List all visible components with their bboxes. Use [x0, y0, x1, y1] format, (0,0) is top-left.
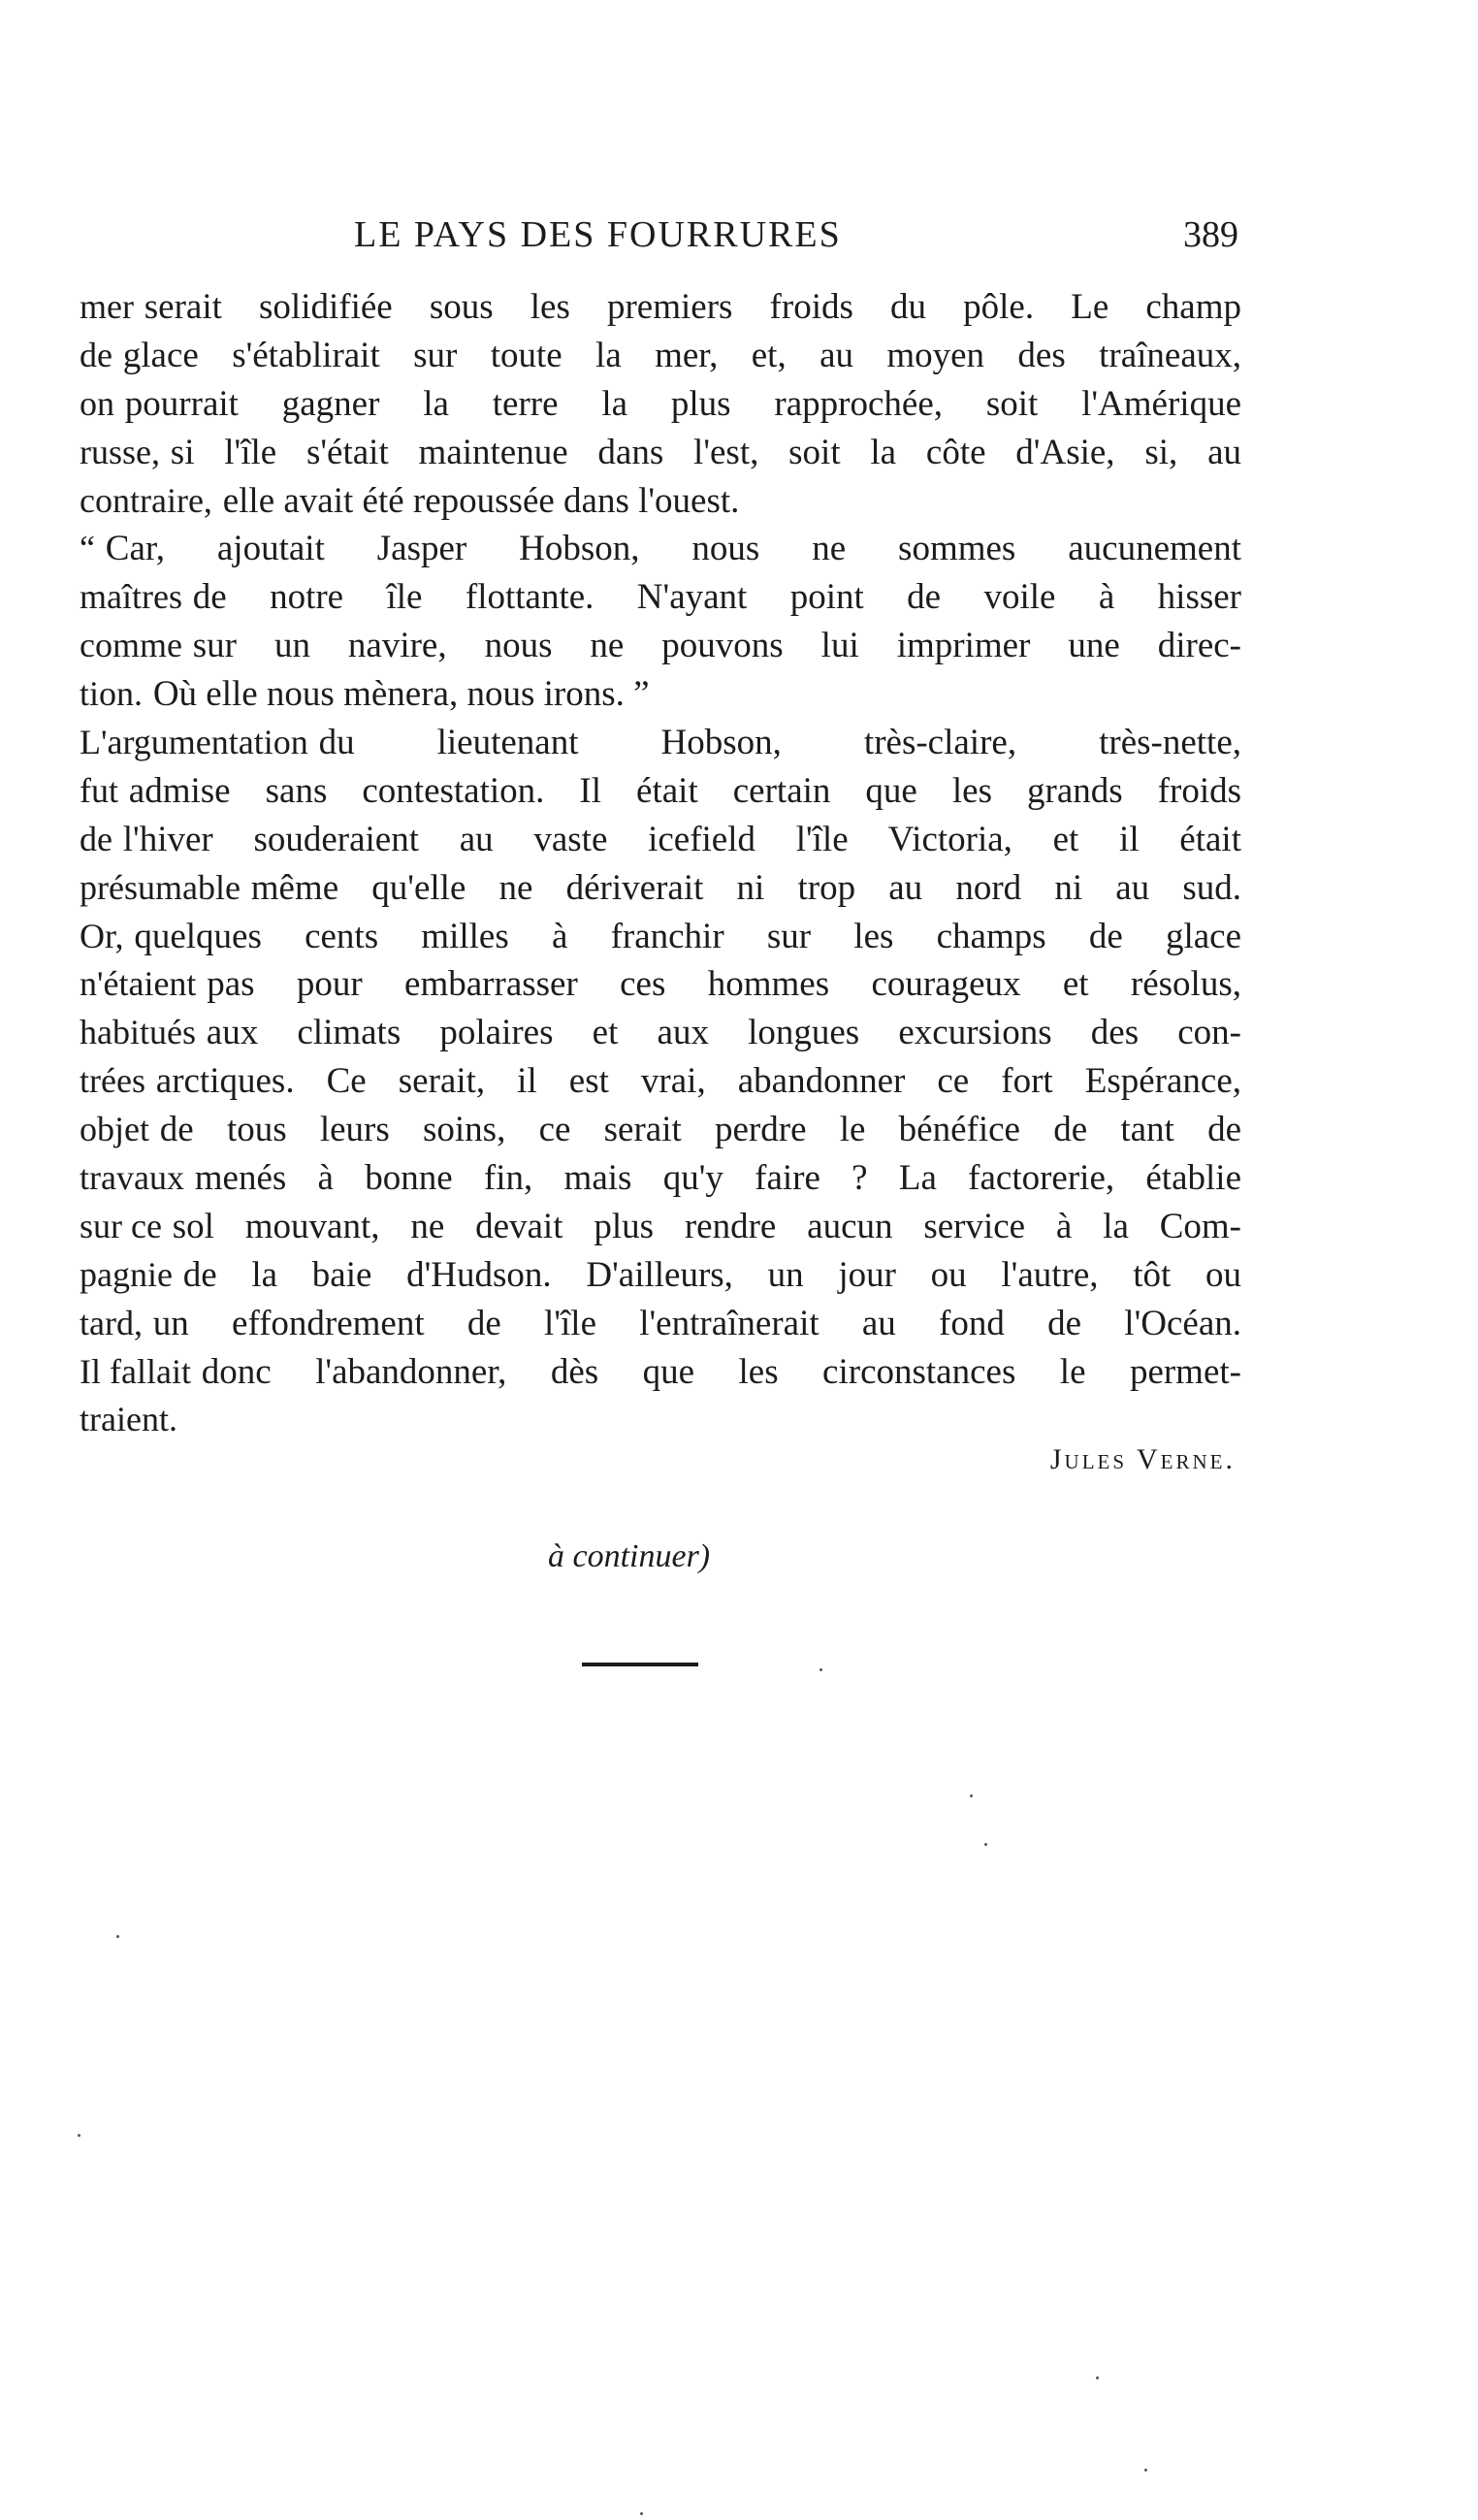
text-line [80, 960, 1241, 1009]
line-lead: trées [80, 1061, 145, 1101]
line-text: sur un navire, nous ne pouvons lui imprimer une direc- [192, 626, 1241, 666]
text-line [80, 1154, 1241, 1203]
line-lead: russe, [80, 432, 160, 471]
line-text: de notre île flottante. N'ayant point de voile à hisser [192, 577, 1241, 618]
line-lead: tion. [80, 674, 144, 714]
line-text: Où elle nous mènera, nous irons. ” [152, 674, 650, 715]
line-text: si l'île s'était maintenue dans l'est, soit la côte d'Asie, si, au [170, 432, 1241, 472]
text-line [80, 864, 1241, 913]
line-lead: travaux [80, 1158, 184, 1198]
line-lead: “ [80, 529, 95, 568]
text-line [80, 332, 1241, 380]
page-number: 389 [1183, 214, 1238, 255]
line-text: de tous leurs soins, ce serait perdre le bénéfice de tant de [159, 1110, 1241, 1150]
body-text [80, 283, 1241, 1444]
text-line [80, 816, 1241, 864]
line-text: menés à bonne fin, mais qu'y faire ? La factorerie, établie [194, 1158, 1241, 1199]
scan-speck [1144, 2469, 1147, 2472]
running-title: LE PAYS DES FOURRURES [354, 214, 842, 255]
text-line [80, 380, 1241, 429]
text-line [80, 670, 1241, 719]
scan-speck [640, 2512, 643, 2515]
line-text: du lieutenant Hobson, très-claire, très-nette, [318, 723, 1241, 763]
line-lead: comme [80, 626, 182, 665]
line-text: pas pour embarrasser ces hommes courageux et résolus, [207, 964, 1241, 1005]
text-line [80, 622, 1241, 670]
scan-speck [78, 2134, 80, 2137]
text-line [80, 1300, 1241, 1348]
scan-speck [819, 1668, 822, 1671]
line-text: même qu'elle ne dériverait ni trop au nord ni au sud. [250, 867, 1241, 908]
line-lead: mer [80, 287, 134, 326]
text-line [80, 913, 1241, 961]
line-text: glace s'établirait sur toute la mer, et, au moyen des traîneaux, [122, 335, 1241, 375]
line-text: l'hiver souderaient au vaste icefield l'île Victoria, et il était [122, 819, 1241, 859]
line-text: donc l'abandonner, dès que les circonstances le permet- [201, 1351, 1241, 1392]
line-text: pourrait gagner la terre la plus rapprochée, soit l'Amérique [124, 383, 1241, 424]
text-line [80, 1251, 1241, 1300]
scan-speck [1096, 2376, 1099, 2379]
line-lead: Or, [80, 916, 124, 955]
line-text: arctiques. Ce serait, il est vrai, abandonner ce fort Espérance, [155, 1061, 1241, 1102]
line-lead: Il fallait [80, 1351, 191, 1391]
line-lead: présumable [80, 867, 241, 907]
scan-speck [984, 1843, 987, 1846]
text-line [80, 1203, 1241, 1251]
text-line [80, 1396, 1241, 1444]
section-rule [582, 1663, 698, 1666]
line-lead: sur ce [80, 1206, 162, 1245]
line-lead: traient. [80, 1400, 177, 1439]
text-line [80, 767, 1241, 816]
line-text: elle avait été repoussée dans l'ouest. [222, 480, 740, 521]
line-lead: habitués [80, 1013, 196, 1052]
line-lead: pagnie [80, 1254, 173, 1294]
text-line [80, 283, 1241, 332]
line-lead: n'étaient [80, 964, 197, 1004]
line-text: quelques cents milles à franchir sur les champs de glace [134, 916, 1241, 956]
line-text: admise sans contestation. Il était certain que les grands froids [128, 770, 1241, 811]
text-line [80, 1009, 1241, 1057]
line-text: un effondrement de l'île l'entraînerait au fond de l'Océan. [152, 1303, 1241, 1343]
line-lead: objet [80, 1110, 149, 1149]
line-text: sol mouvant, ne devait plus rendre aucun service à la Com- [172, 1206, 1241, 1246]
line-lead: de [80, 335, 112, 374]
continuation-note: à continuer) [548, 1538, 711, 1574]
text-line [80, 525, 1241, 573]
text-line [80, 1106, 1241, 1154]
scan-speck [116, 1935, 119, 1938]
line-lead: on [80, 383, 114, 423]
text-line [80, 1057, 1241, 1106]
text-line [80, 573, 1241, 622]
text-line [80, 477, 1241, 526]
text-line [80, 1348, 1241, 1397]
scan-speck [970, 1794, 973, 1797]
line-text: de la baie d'Hudson. D'ailleurs, un jour ou l'autre, tôt ou [182, 1254, 1241, 1295]
line-lead: maîtres [80, 577, 182, 617]
line-lead: de [80, 819, 112, 858]
line-lead: fut [80, 770, 118, 810]
author-signature: Jules Verne. [1049, 1443, 1236, 1475]
line-lead: L'argumentation [80, 723, 308, 762]
line-text: aux climats polaires et aux longues excursions des con- [206, 1013, 1241, 1053]
text-line [80, 429, 1241, 477]
line-lead: tard, [80, 1303, 143, 1342]
line-text: Car, ajoutait Jasper Hobson, nous ne sommes aucunement [105, 529, 1241, 569]
line-text: serait solidifiée sous les premiers froids du pôle. Le champ [144, 287, 1241, 327]
line-lead: contraire, [80, 480, 212, 520]
text-line [80, 719, 1241, 767]
